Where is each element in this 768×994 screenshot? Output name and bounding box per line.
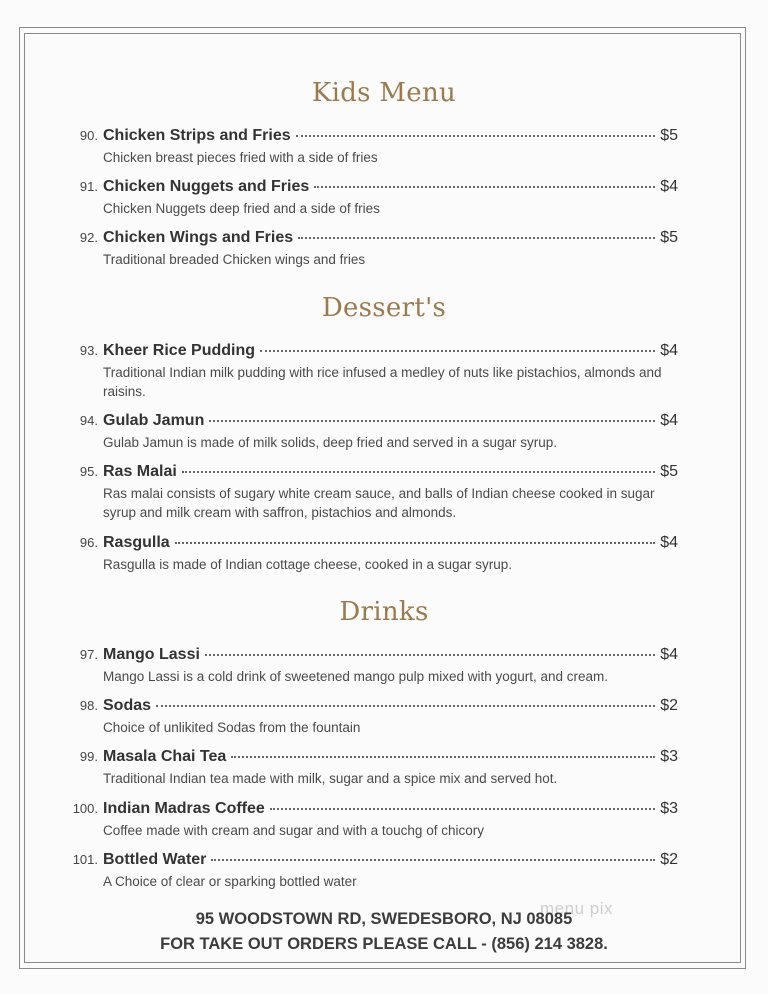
item-number: 100. — [72, 801, 98, 816]
item-price: $5 — [660, 463, 678, 480]
dot-leader — [260, 338, 655, 352]
item-name: Rasgulla — [103, 534, 170, 551]
dot-leader — [298, 225, 655, 239]
item-number: 97. — [79, 647, 98, 662]
item-price: $5 — [660, 229, 678, 246]
dot-leader — [270, 796, 655, 810]
dot-leader — [211, 847, 655, 861]
item-name: Chicken Nuggets and Fries — [103, 178, 310, 195]
item-name: Mango Lassi — [103, 646, 200, 663]
item-number: 101. — [72, 852, 98, 867]
dot-leader — [175, 530, 656, 544]
item-price: $4 — [660, 342, 678, 359]
item-description: Rasgulla is made of Indian cottage cheese, cooked in a sugar syrup. — [103, 557, 512, 572]
item-number: 90. — [79, 128, 98, 143]
item-description: Gulab Jamun is made of milk solids, deep fried and served in a sugar syrup. — [103, 435, 557, 450]
section-title-desserts: Dessert's — [321, 293, 447, 323]
dot-leader — [156, 693, 655, 707]
item-number: 95. — [79, 464, 98, 479]
section-title-kids-menu: Kids Menu — [311, 78, 457, 108]
dot-leader — [314, 174, 655, 188]
dot-leader — [182, 459, 655, 473]
item-name: Ras Malai — [103, 463, 177, 480]
item-number: 98. — [79, 698, 98, 713]
dot-leader — [209, 408, 655, 422]
item-description: Ras malai consists of sugary white cream sauce, and balls of Indian cheese cooked in sugar syrup and milk cream with saffron, pistachios and almonds. — [103, 486, 655, 520]
dot-leader — [296, 123, 656, 137]
item-price: $2 — [660, 697, 678, 714]
item-name: Bottled Water — [103, 851, 207, 868]
item-number: 99. — [79, 749, 98, 764]
item-price: $2 — [660, 851, 678, 868]
section-title-drinks: Drinks — [339, 597, 429, 627]
item-name: Masala Chai Tea — [103, 748, 227, 765]
item-description: Chicken Nuggets deep fried and a side of fries — [103, 201, 380, 216]
item-number: 91. — [79, 179, 98, 194]
item-name: Chicken Wings and Fries — [103, 229, 294, 246]
footer-phone: FOR TAKE OUT ORDERS PLEASE CALL - (856) 214 3828. — [160, 935, 608, 953]
item-name: Gulab Jamun — [103, 412, 205, 429]
item-description: Coffee made with cream and sugar and with a touchg of chicory — [103, 823, 484, 838]
item-price: $4 — [660, 646, 678, 663]
item-number: 93. — [79, 343, 98, 358]
item-description: A Choice of clear or sparking bottled water — [103, 874, 357, 889]
item-price: $5 — [660, 127, 678, 144]
item-description: Mango Lassi is a cold drink of sweetened mango pulp mixed with yogurt, and cream. — [103, 669, 609, 684]
item-description: Traditional Indian tea made with milk, sugar and a spice mix and served hot. — [103, 771, 558, 786]
item-number: 94. — [79, 413, 98, 428]
item-name: Kheer Rice Pudding — [103, 342, 256, 359]
item-name: Sodas — [103, 697, 152, 714]
item-description: Chicken breast pieces fried with a side of fries — [103, 150, 378, 165]
item-price: $3 — [660, 800, 678, 817]
dot-leader — [205, 642, 655, 656]
item-price: $4 — [660, 178, 678, 195]
item-number: 96. — [79, 535, 98, 550]
item-number: 92. — [79, 230, 98, 245]
item-price: $4 — [660, 534, 678, 551]
item-price: $3 — [660, 748, 678, 765]
footer-address: 95 WOODSTOWN RD, SWEDESBORO, NJ 08085 — [195, 910, 573, 928]
item-description: Choice of unlikited Sodas from the fountain — [103, 720, 361, 735]
item-name: Indian Madras Coffee — [103, 800, 265, 817]
item-name: Chicken Strips and Fries — [103, 127, 291, 144]
dot-leader — [231, 744, 655, 758]
item-description: Traditional Indian milk pudding with rice infused a medley of nuts like pistachios, almonds and raisins. — [103, 365, 662, 399]
item-price: $4 — [660, 412, 678, 429]
watermark: menu pix — [540, 899, 613, 918]
item-description: Traditional breaded Chicken wings and fries — [103, 252, 366, 267]
